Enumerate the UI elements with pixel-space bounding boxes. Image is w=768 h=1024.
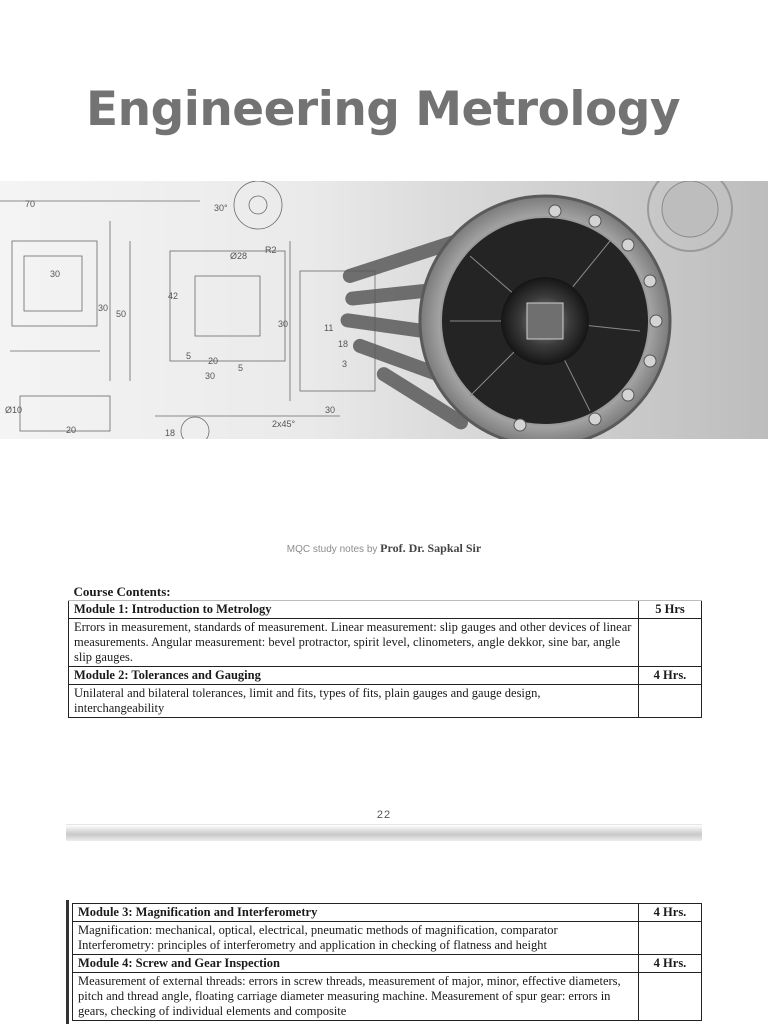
dimension-label: 30 [278,319,289,329]
page-title: Engineering Metrology [86,82,681,137]
notes-author: Prof. Dr. Sapkal Sir [380,541,482,555]
dimension-label: 30 [98,303,109,313]
page-separator [66,824,702,841]
dimension-label: 11 [324,323,334,333]
module-header-row [69,667,702,685]
engineering-banner-image [0,181,768,439]
module-content-row [69,685,702,718]
dimension-label: R2 [265,245,277,255]
notes-prefix: MQC study notes by [286,544,381,555]
dimension-label: 30 [205,371,216,381]
course-contents-table-page1 [68,583,702,718]
module-header-row [73,904,702,922]
dimension-label: 30 [325,405,336,415]
module-content: Unilateral and bilateral tolerances, limit and fits, types of fits, plain gauges and gauge design, interchangeability [69,685,639,718]
dimension-label: 18 [338,339,349,349]
study-notes-credit [0,541,768,556]
module-content: Errors in measurement, standards of measurement. Linear measurement: slip gauges and other devices of linear measurements. Angular measurement: bevel protractor, spirit level, clinometers, angle dekkor, sine bar, angle slip gauges. [69,619,639,667]
dimension-label: 30 [50,269,61,279]
dimension-label: 42 [168,291,179,301]
module-hours: 5 Hrs [639,601,702,619]
turbine-render [340,181,732,439]
module-content: Measurement of external threads: errors in screw threads, measurement of major, minor, effective diameters, pitch and thread angle, floating carriage diameter measuring machine. Measurement of spur gear: errors in gears, checking of individual elements and composite [73,973,639,1021]
dimension-label: 5 [238,363,244,373]
module-content: Magnification: mechanical, optical, electrical, pneumatic methods of magnification, comparator Interferometry: principles of interferometry and application in checking of flatness and height [73,922,639,955]
dimension-label: 2x45° [272,419,296,429]
dimension-label: 50 [116,309,127,319]
dimension-label: 5 [186,351,192,361]
dimension-label: Ø10 [5,405,23,415]
module-hours: 4 Hrs. [639,667,702,685]
dimension-label: 18 [165,428,176,438]
module-content-row [73,973,702,1021]
course-contents-table-page2 [72,903,702,1021]
page-number: 22 [376,809,392,821]
blueprint-drawing [0,181,375,439]
module-title: Module 3: Magnification and Interferometry [73,904,639,922]
dimension-label: 30° [214,203,228,213]
dimension-label: 3 [342,359,348,369]
module-title: Module 4: Screw and Gear Inspection [73,955,639,973]
banner-illustration [0,181,768,439]
module-hours: 4 Hrs. [639,904,702,922]
module-title: Module 2: Tolerances and Gauging [69,667,639,685]
module-header-row [69,601,702,619]
module-hours: 4 Hrs. [639,955,702,973]
dimension-label: 70 [25,199,36,209]
module-title: Module 1: Introduction to Metrology [69,601,639,619]
module-header-row [73,955,702,973]
page-edge-rule [66,900,69,1024]
dimension-label: Ø28 [230,251,248,261]
course-contents-caption: Course Contents: [69,583,702,601]
module-content-row [69,619,702,667]
dimension-label: 20 [66,425,77,435]
module-content-row [73,922,702,955]
dimension-label: 20 [208,356,219,366]
